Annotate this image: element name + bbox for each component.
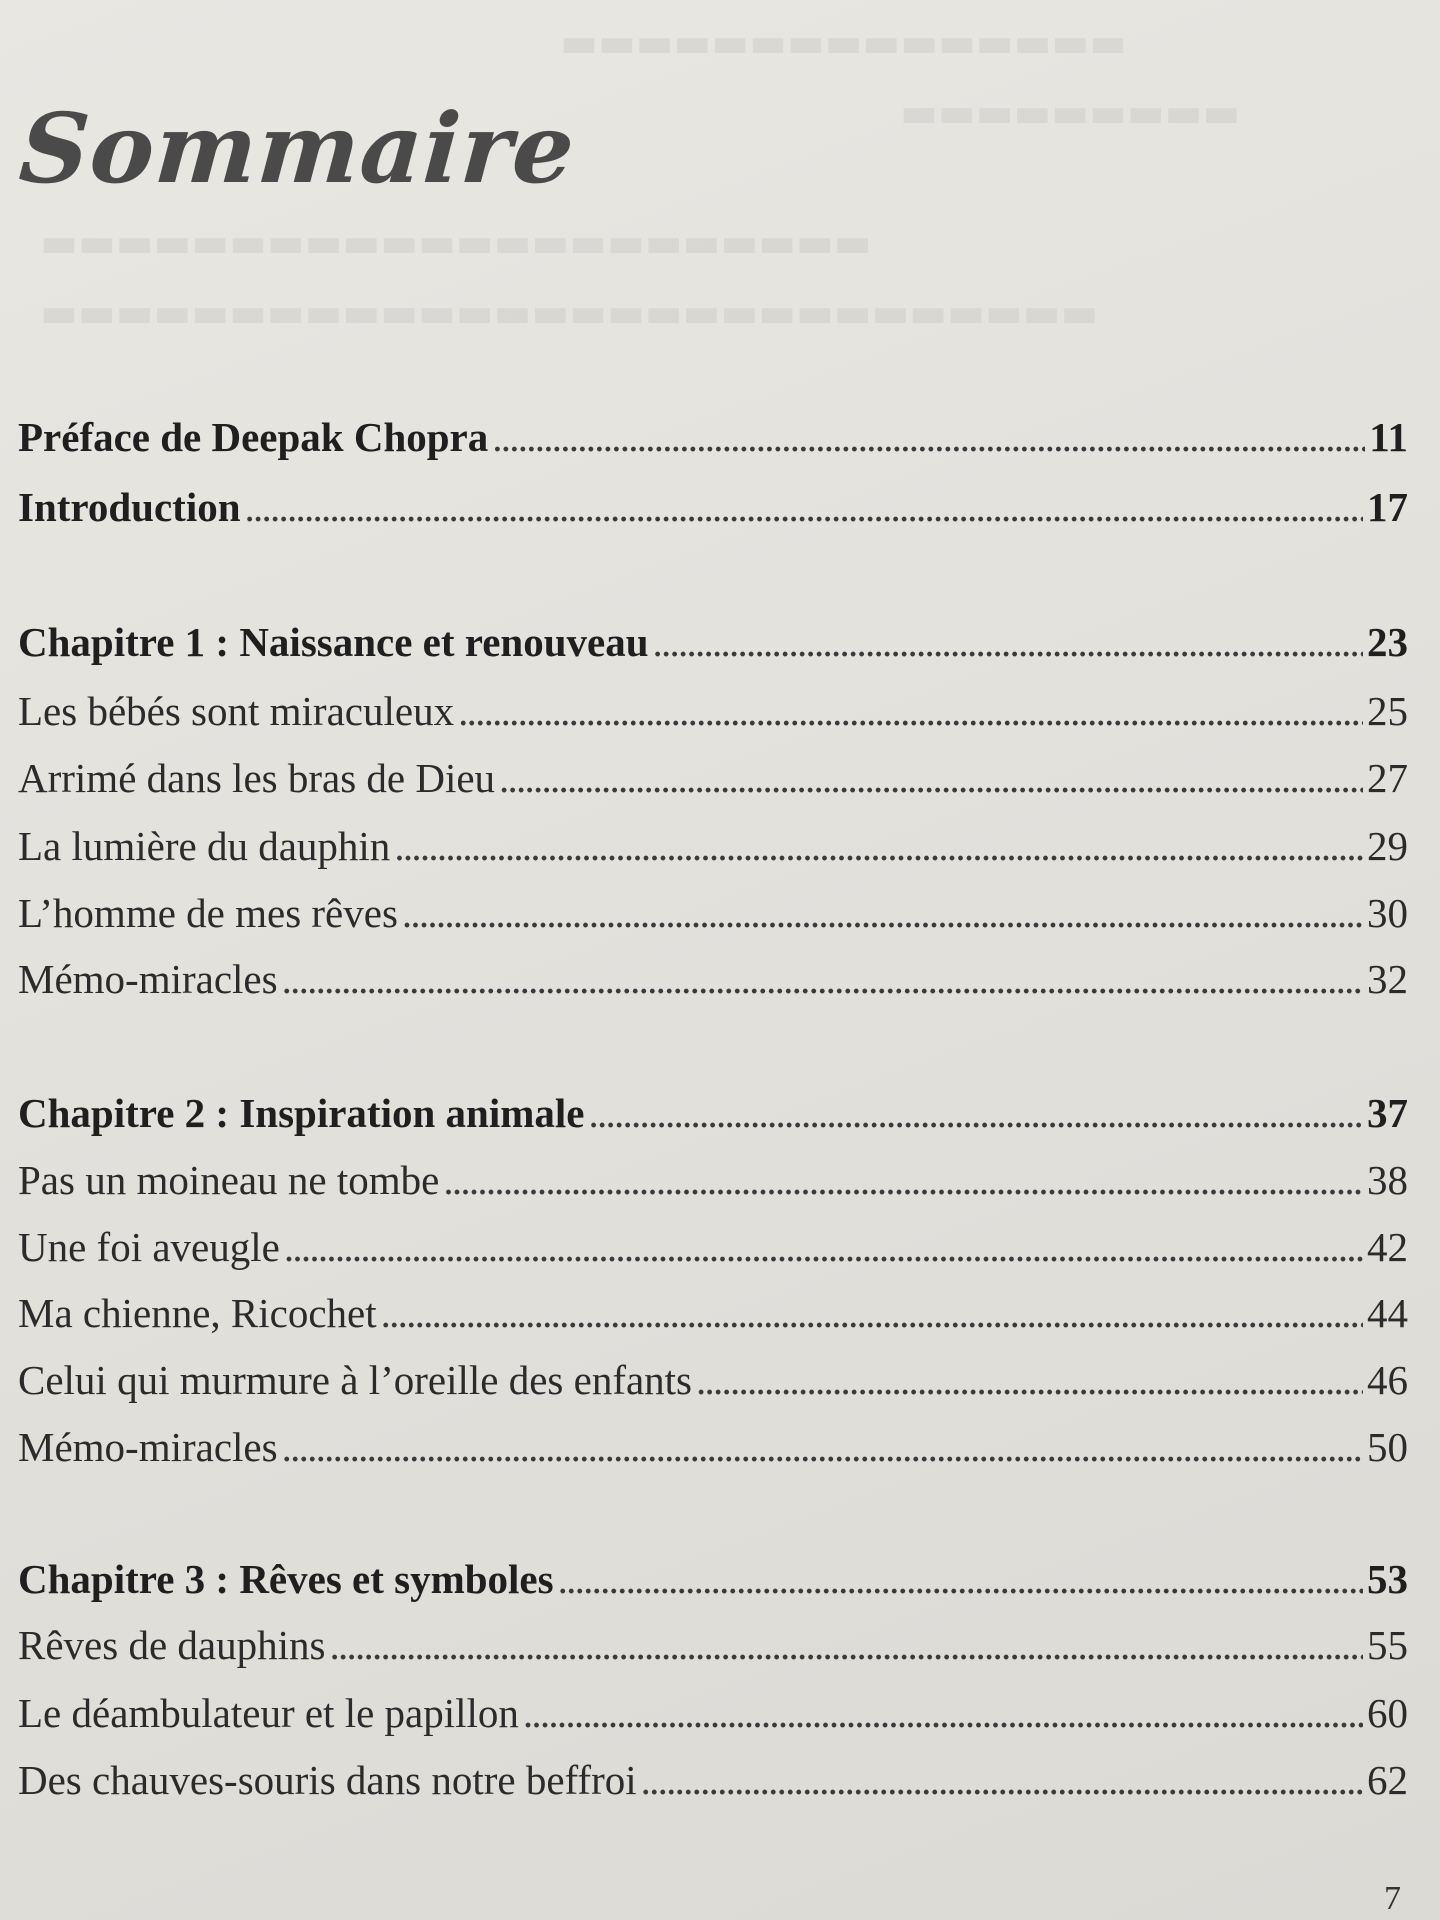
toc-entry-page: 30	[1367, 890, 1408, 936]
toc-entry[interactable]	[18, 884, 1408, 942]
toc-entry[interactable]	[18, 1751, 1408, 1809]
toc-entry-page: 32	[1367, 956, 1408, 1002]
toc-entry-page: 27	[1367, 755, 1408, 801]
dot-leader	[558, 1550, 1363, 1608]
toc-entry-page: 62	[1367, 1757, 1408, 1803]
toc-entry[interactable]	[18, 1218, 1408, 1276]
dot-leader	[394, 817, 1363, 875]
toc-entry-page: 55	[1367, 1622, 1408, 1668]
dot-leader	[653, 613, 1363, 671]
toc-entry[interactable]	[18, 1351, 1408, 1409]
toc-entry-label: Ma chienne, Ricochet	[18, 1290, 377, 1336]
dot-leader	[282, 950, 1363, 1008]
toc-entry-label: L’homme de mes rêves	[18, 890, 398, 936]
toc-entry-page: 38	[1367, 1157, 1408, 1203]
toc-entry-label: Le déambulateur et le papillon	[18, 1690, 519, 1736]
toc-entry-label: Une foi aveugle	[18, 1224, 280, 1270]
toc-entry-label: Préface de Deepak Chopra	[18, 414, 489, 460]
toc-entry-page: 11	[1369, 414, 1408, 460]
page-title: Sommaire	[16, 92, 579, 205]
dot-leader	[284, 1218, 1363, 1276]
toc-entry-page: 25	[1367, 688, 1408, 734]
toc-entry[interactable]	[18, 749, 1408, 807]
toc-entry[interactable]	[18, 1616, 1408, 1674]
toc-entry-label: Chapitre 3 : Rêves et symboles	[18, 1556, 554, 1602]
toc-entry[interactable]	[18, 408, 1408, 466]
toc-entry-label: Rêves de dauphins	[18, 1622, 326, 1668]
toc-entry[interactable]	[18, 1084, 1408, 1142]
toc-entry-page: 42	[1367, 1224, 1408, 1270]
page-number: 7	[1384, 1880, 1401, 1917]
toc-entry-page: 60	[1367, 1690, 1408, 1736]
bleed-through-text: ▬▬▬▬▬▬▬▬▬▬▬▬▬▬▬▬▬▬▬▬▬▬▬▬▬▬▬▬	[40, 290, 1099, 336]
toc-entry-label: La lumière du dauphin	[18, 823, 391, 869]
toc-entry-label: Arrimé dans les bras de Dieu	[18, 755, 496, 801]
dot-leader	[492, 408, 1365, 466]
dot-leader	[381, 1284, 1363, 1342]
toc-entry-page: 50	[1367, 1424, 1408, 1470]
bleed-through-text: ▬▬▬▬▬▬▬▬▬▬▬▬▬▬▬	[560, 20, 1127, 66]
dot-leader	[282, 1418, 1363, 1476]
bleed-through-text: ▬▬▬▬▬▬▬▬▬	[900, 90, 1241, 136]
toc-entry-label: Introduction	[18, 484, 241, 530]
toc-entry[interactable]	[18, 950, 1408, 1008]
dot-leader	[523, 1684, 1363, 1742]
toc-entry[interactable]	[18, 1418, 1408, 1476]
dot-leader	[458, 682, 1363, 740]
toc-entry-label: Chapitre 2 : Inspiration animale	[18, 1090, 585, 1136]
toc-entry[interactable]	[18, 682, 1408, 740]
toc-entry[interactable]	[18, 1151, 1408, 1209]
bleed-through-text: ▬▬▬▬▬▬▬▬▬▬▬▬▬▬▬▬▬▬▬▬▬▬	[40, 220, 872, 266]
toc-entry[interactable]	[18, 1684, 1408, 1742]
toc-entry-page: 17	[1367, 484, 1408, 530]
dot-leader	[245, 478, 1363, 536]
toc-entry[interactable]	[18, 817, 1408, 875]
toc-entry[interactable]	[18, 1550, 1408, 1608]
dot-leader	[588, 1084, 1363, 1142]
toc-entry-label: Celui qui murmure à l’oreille des enfants	[18, 1357, 693, 1403]
toc-entry-label: Mémo-miracles	[18, 1424, 278, 1470]
toc-entry-page: 53	[1367, 1556, 1408, 1602]
toc-entry[interactable]	[18, 613, 1408, 671]
toc-entry-label: Pas un moineau ne tombe	[18, 1157, 440, 1203]
toc-entry[interactable]	[18, 1284, 1408, 1342]
toc-entry-label: Des chauves-souris dans notre beffroi	[18, 1757, 637, 1803]
toc-entry-page: 46	[1367, 1357, 1408, 1403]
dot-leader	[696, 1351, 1363, 1409]
toc-entry-page: 29	[1367, 823, 1408, 869]
toc-entry[interactable]	[18, 478, 1408, 536]
dot-leader	[499, 749, 1363, 807]
toc-entry-label: Les bébés sont miraculeux	[18, 688, 455, 734]
dot-leader	[402, 884, 1363, 942]
toc-entry-page: 23	[1367, 619, 1408, 665]
toc-entry-label: Mémo-miracles	[18, 956, 278, 1002]
dot-leader	[641, 1751, 1363, 1809]
dot-leader	[329, 1616, 1363, 1674]
dot-leader	[443, 1151, 1363, 1209]
toc-entry-page: 44	[1367, 1290, 1408, 1336]
toc-entry-page: 37	[1367, 1090, 1408, 1136]
toc-entry-label: Chapitre 1 : Naissance et renouveau	[18, 619, 649, 665]
